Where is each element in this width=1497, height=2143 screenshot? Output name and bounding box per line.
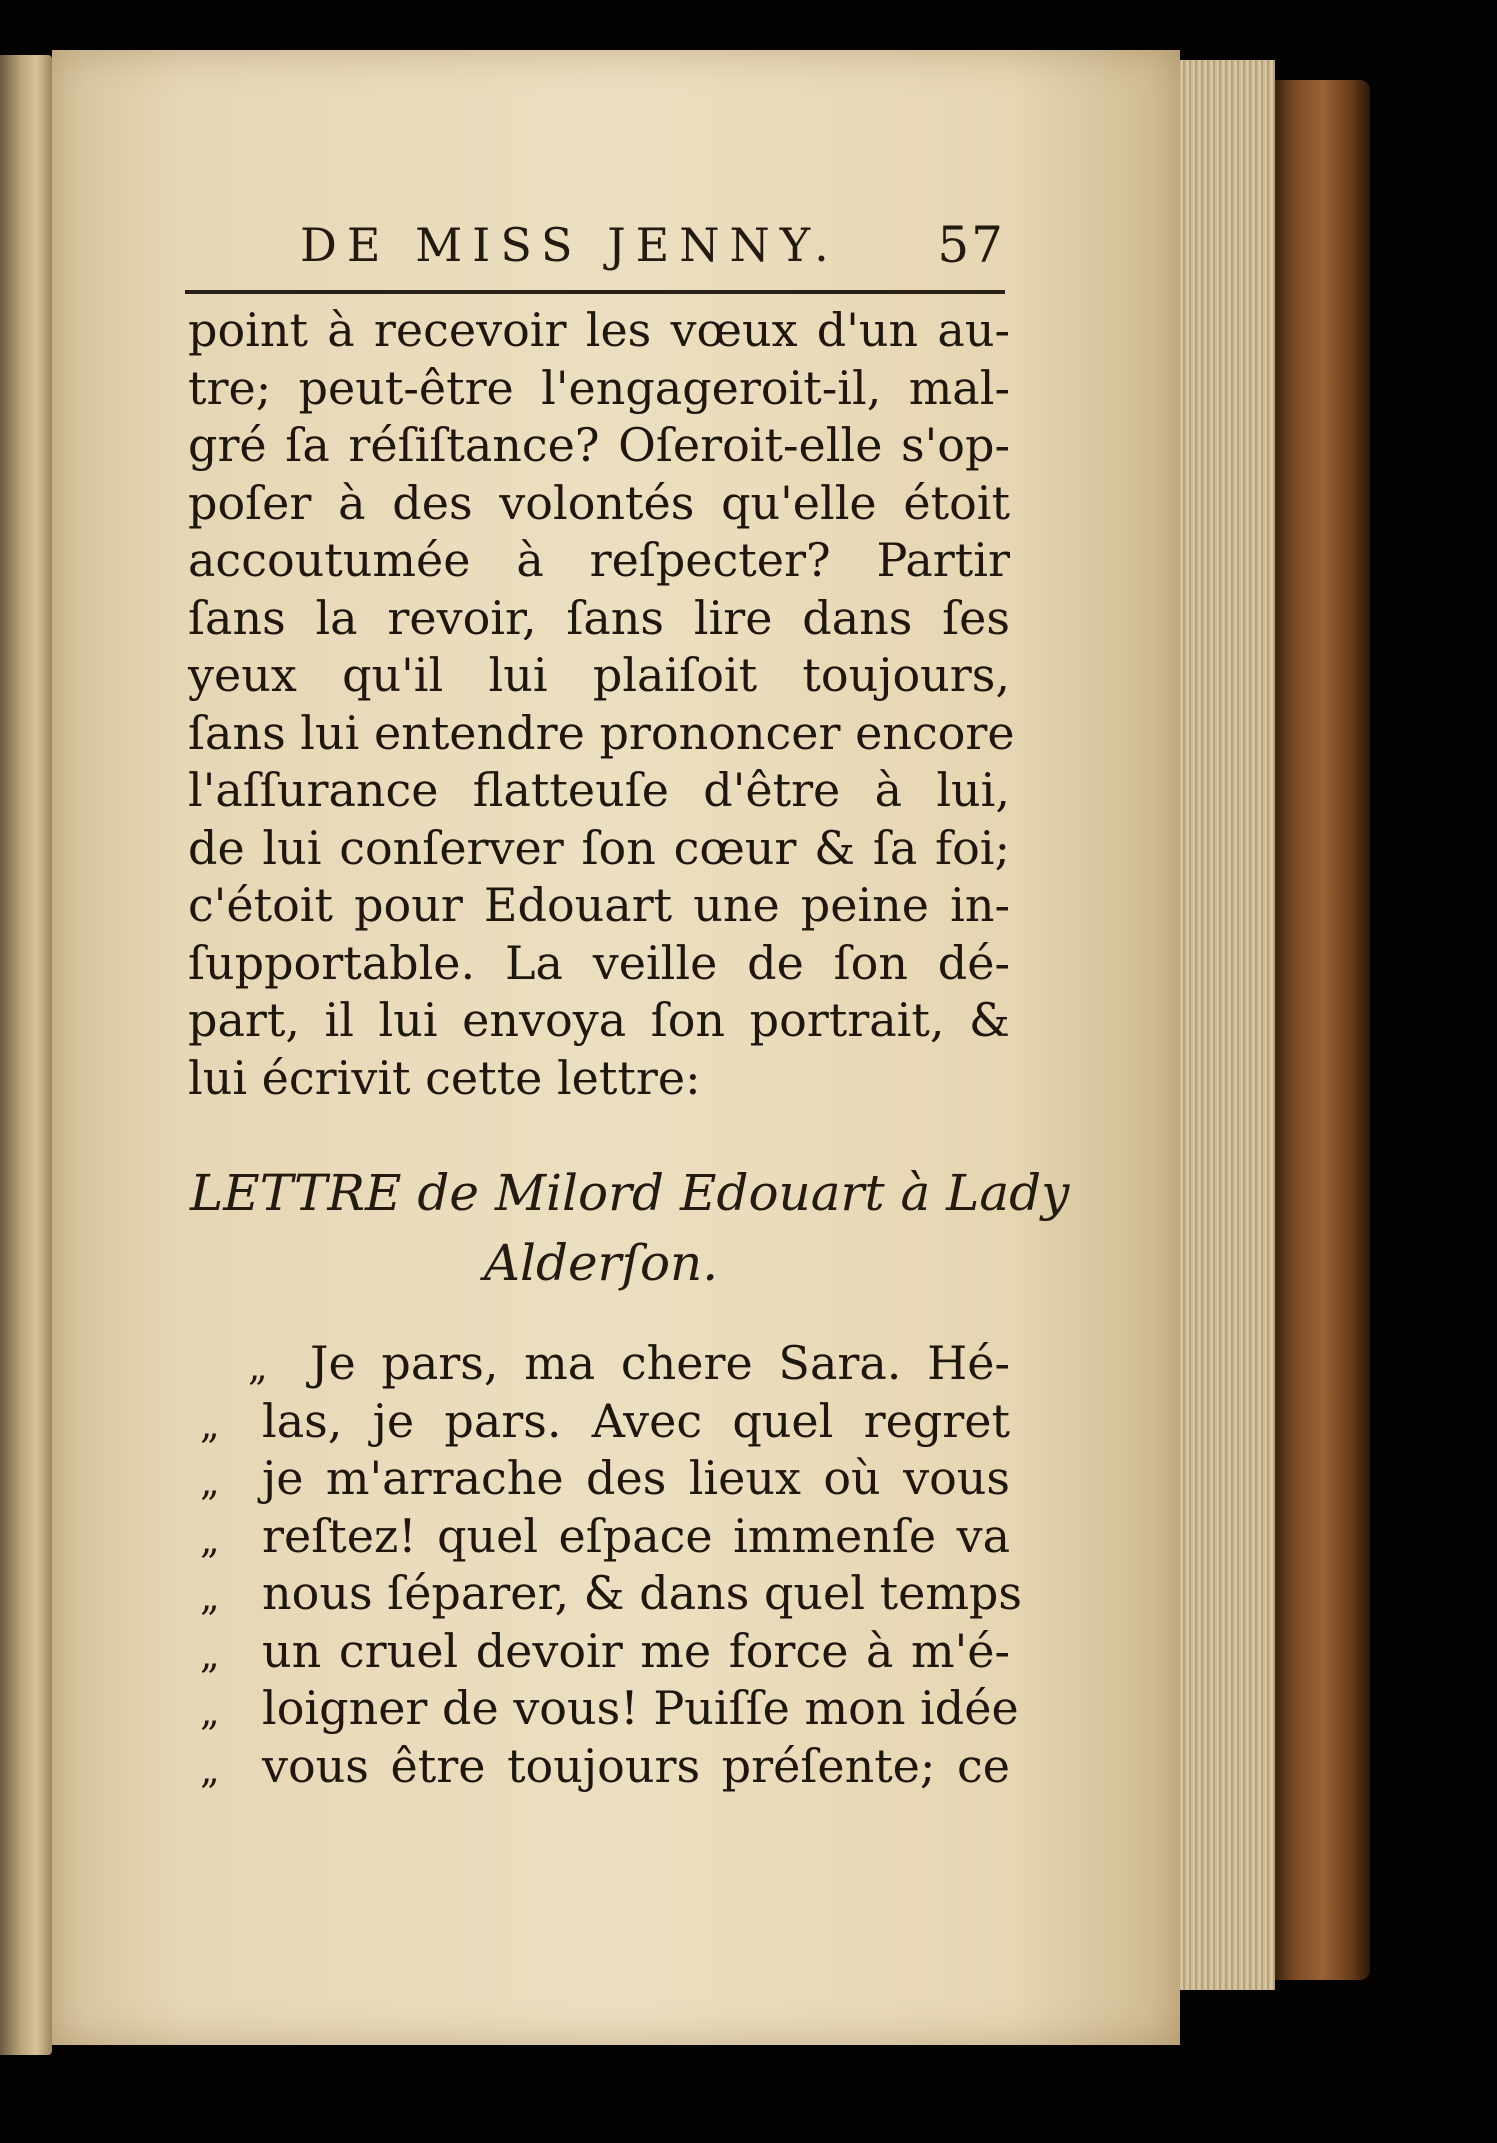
- quote-mark: „: [200, 1747, 220, 1792]
- text-line: l'aſſurance flatteuſe d'être à lui,: [188, 763, 1010, 817]
- letter-line: [190, 1680, 1019, 1738]
- letter-line: [190, 1393, 1010, 1451]
- letter-line-text: nous ſéparer, & dans quel temps: [262, 1566, 1022, 1620]
- text-line: gré ſa réſiſtance? Oſeroit-elle s'op-: [188, 418, 1010, 472]
- text-line: lui écrivit cette lettre:: [188, 1050, 701, 1105]
- letter-title-line: LETTRE de Milord Edouart à Lady: [190, 1164, 1070, 1222]
- letter-body: [190, 1335, 1022, 1795]
- text-line: ſans lui entendre prononcer encore: [188, 705, 1015, 760]
- letter-line-text: reſtez! quel eſpace immenſe va: [262, 1508, 1010, 1563]
- leather-cover: [1275, 80, 1370, 1980]
- text-line: accoutumée à reſpecter? Partir: [188, 533, 1010, 587]
- letter-line: [190, 1623, 1010, 1681]
- background-right: [1370, 40, 1497, 2143]
- quote-mark: „: [200, 1690, 220, 1734]
- text-line: de lui conſerver ſon cœur & ſa foi;: [188, 820, 1010, 875]
- text-line: poſer à des volontés qu'elle étoit: [188, 475, 1010, 530]
- letter-line-text: un cruel devoir me force à m'é-: [262, 1623, 1010, 1678]
- header-rule: [185, 290, 1005, 294]
- page-block-edges: [1180, 60, 1275, 1990]
- letter-line: [190, 1565, 1022, 1623]
- letter-line-text: las, je pars. Avec quel regret: [262, 1393, 1010, 1448]
- letter-line-text: je m'arrache des lieux où vous: [262, 1451, 1010, 1505]
- letter-line-text: vous être toujours préſente; ce: [262, 1738, 1010, 1793]
- quote-mark: „: [200, 1402, 220, 1447]
- page-number: 57: [937, 216, 1005, 274]
- text-line: c'étoit pour Edouart une peine in-: [188, 878, 1010, 932]
- text-line: tre; peut-être l'engageroit-il, mal-: [188, 360, 1010, 415]
- text-line: point à recevoir les vœux d'un au-: [188, 303, 1010, 357]
- text-line: ſupportable. La veille de ſon dé-: [188, 935, 1010, 990]
- left-page-edge: [0, 55, 52, 2055]
- letter-line: [190, 1450, 1010, 1508]
- quote-mark: „: [200, 1575, 220, 1619]
- text-line: yeux qu'il lui plaiſoit toujours,: [188, 648, 1010, 702]
- quote-mark: „: [200, 1460, 220, 1504]
- text-line: part, il lui envoya ſon portrait, &: [188, 993, 1010, 1047]
- text-line: ſans la revoir, ſans lire dans ſes: [188, 590, 1010, 645]
- letter-line-text: loigner de vous! Puiſſe mon idée: [262, 1681, 1019, 1735]
- page-header: [190, 218, 1005, 278]
- letter-line-text: Je pars, ma chere Sara. Hé-: [310, 1336, 1010, 1390]
- body-paragraph: [188, 302, 1015, 1107]
- letter-line: [190, 1738, 1010, 1796]
- letter-line: [190, 1508, 1010, 1566]
- letter-line: [190, 1335, 1010, 1393]
- letter-title-line: Alderſon.: [483, 1234, 719, 1292]
- running-head: DE MISS JENNY.: [300, 218, 839, 272]
- quote-mark: „: [248, 1345, 268, 1389]
- quote-mark: „: [200, 1517, 220, 1562]
- letter-title: [190, 1158, 1070, 1298]
- quote-mark: „: [200, 1632, 220, 1677]
